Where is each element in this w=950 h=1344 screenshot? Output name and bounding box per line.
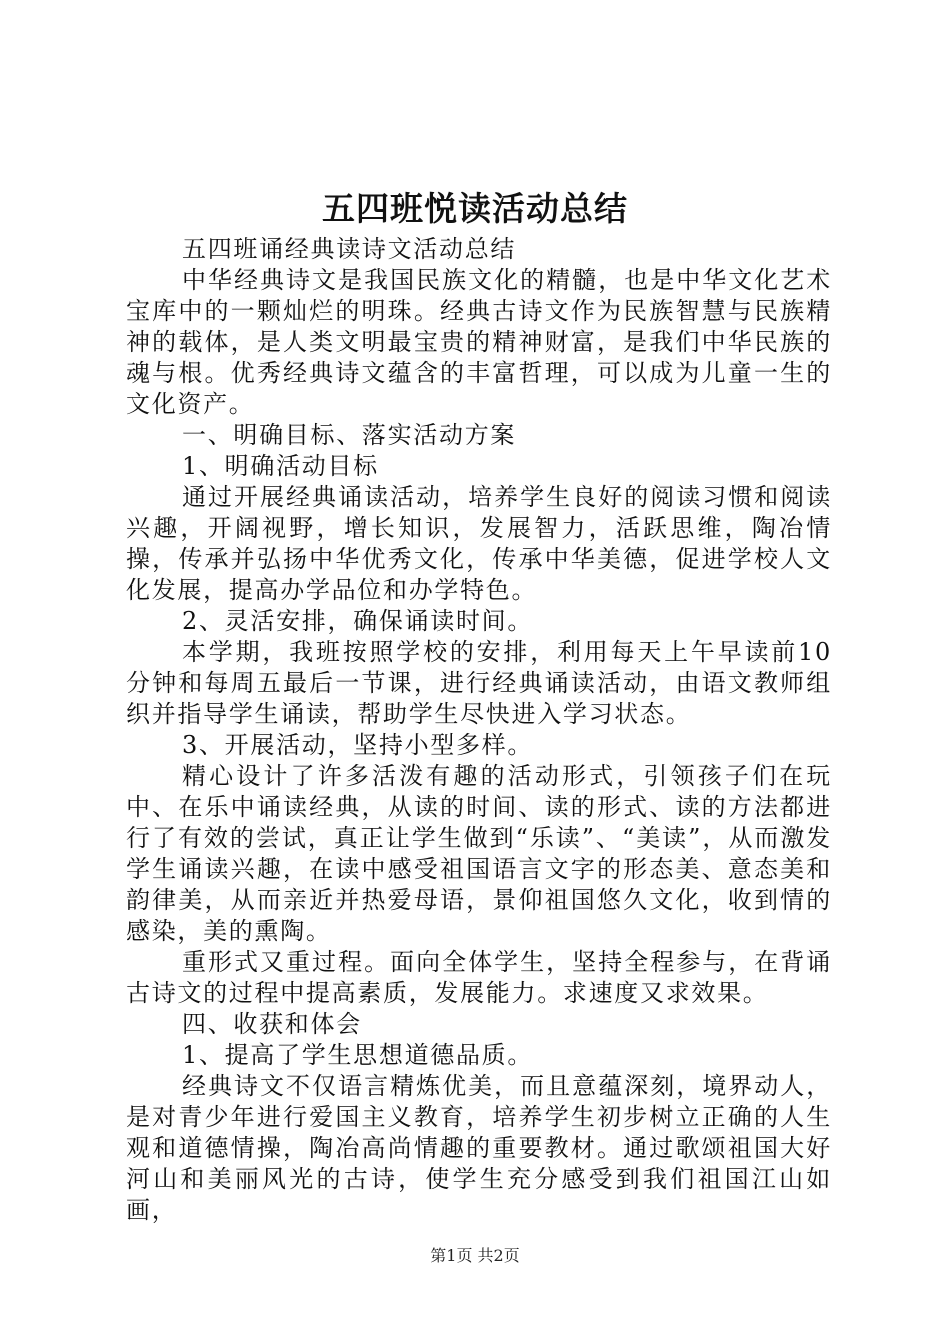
paragraph-activities: 精心设计了许多活泼有趣的活动形式，引领孩子们在玩中、在乐中诵读经典，从读的时间、读的形式、读的方法都进行了有效的尝试，真正让学生做到“乐读”、“美读”，从而激发学生诵读兴趣，在读中感受祖国语言文字的形态美、意态美和韵律美，从而亲近并热爱母语，景仰祖国悠久文化，收到情的感染，美的熏陶。 — [126, 762, 832, 945]
paragraph-goal: 通过开展经典诵读活动，培养学生良好的阅读习惯和阅读兴趣，开阔视野，增长知识，发展智力，活跃思维，陶冶情操，传承并弘扬中华优秀文化，传承中华美德，促进学校人文化发展，提高办学品位和办学特色。 — [126, 483, 832, 604]
paragraph-intro: 中华经典诗文是我国民族文化的精髓，也是中华文化艺术宝库中的一颗灿烂的明珠。经典古诗文作为民族智慧与民族精神的载体，是人类文明最宝贵的精神财富，是我们中华民族的魂与根。优秀经典诗文蕴含的丰富哲理，可以成为儿童一生的文化资产。 — [126, 266, 832, 418]
subheading-2: 2、灵活安排，确保诵读时间。 — [182, 607, 534, 635]
paragraph-subtitle: 五四班诵经典读诗文活动总结 — [182, 235, 517, 263]
subheading-3: 3、开展活动，坚持小型多样。 — [182, 731, 534, 759]
section-heading-1: 一、明确目标、落实活动方案 — [182, 421, 517, 449]
subheading-1: 1、明确活动目标 — [182, 452, 379, 480]
document-body — [126, 234, 832, 1226]
section-heading-4: 四、收获和体会 — [182, 1010, 362, 1038]
paragraph-process: 重形式又重过程。面向全体学生，坚持全程参与，在背诵古诗文的过程中提高素质，发展能力。求速度又求效果。 — [126, 948, 832, 1007]
page-footer: 第1页 共2页 — [430, 1246, 520, 1265]
subheading-4-1: 1、提高了学生思想道德品质。 — [182, 1041, 534, 1069]
paragraph-moral: 经典诗文不仅语言精炼优美，而且意蕴深刻，境界动人，是对青少年进行爱国主义教育，培养学生初步树立正确的人生观和道德情操，陶冶高尚情趣的重要教材。通过歌颂祖国大好河山和美丽风光的古诗，使学生充分感受到我们祖国江山如画， — [126, 1072, 832, 1224]
paragraph-schedule: 本学期，我班按照学校的安排，利用每天上午早读前10分钟和每周五最后一节课，进行经典诵读活动，由语文教师组织并指导学生诵读，帮助学生尽快进入学习状态。 — [126, 638, 832, 728]
document-title: 五四班悦读活动总结 — [322, 189, 628, 228]
